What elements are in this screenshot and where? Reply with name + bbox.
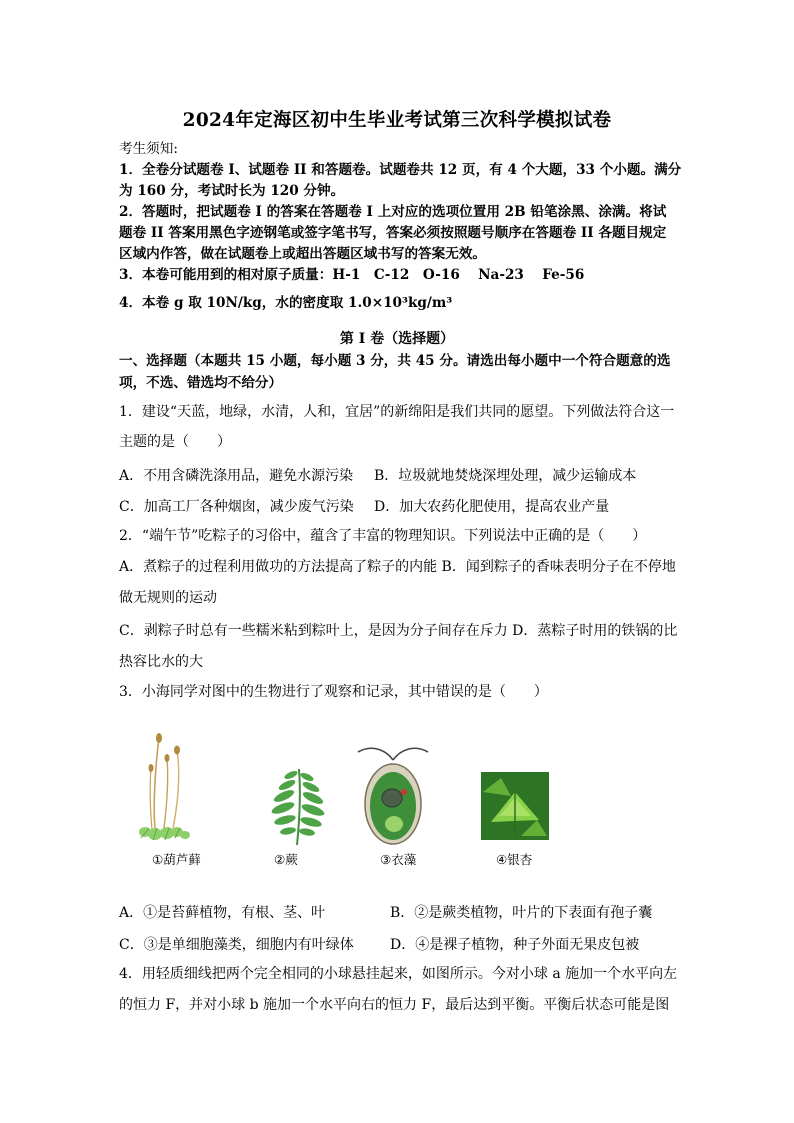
q3-option: D．④是裸子植物，种子外面无果皮包被 bbox=[390, 937, 640, 953]
notice-line: 1．全卷分试题卷 I、试题卷 II 和答题卷。试题卷共 12 页，有 4 个大题，33 个小题。满分 bbox=[119, 162, 682, 178]
q1-stem: 主题的是（ ） bbox=[119, 434, 231, 450]
notice-line: 3．本卷可能用到的相对原子质量：H-1 C-12 O-16 Na-23 Fe-56 bbox=[119, 267, 585, 283]
q3-option: B．②是蕨类植物，叶片的下表面有孢子囊 bbox=[390, 905, 653, 921]
notice-line: 题卷 II 答案用黑色字迹钢笔或签字笔书写，答案必须按照题号顺序在答题卷 II 各题目规定 bbox=[119, 225, 667, 241]
notice-heading: 考生须知: bbox=[119, 141, 178, 157]
figure-caption: ①葫芦藓 bbox=[152, 852, 201, 867]
part-instruction: 一、选择题（本题共 15 小题，每小题 3 分，共 45 分。请选出每小题中一个符合题意的选 bbox=[119, 353, 671, 369]
q2-line: C．剥粽子时总有一些糯米粘到粽叶上，是因为分子间存在斥力 D．蒸粽子时用的铁锅的比 bbox=[119, 623, 678, 639]
q3-option: A．①是苔藓植物，有根、茎、叶 bbox=[119, 905, 326, 921]
section-heading: 第 I 卷（选择题） bbox=[339, 331, 455, 347]
q1-stem: 1．建设“天蓝，地绿，水清，人和，宜居”的新绵阳是我们共同的愿望。下列做法符合这一 bbox=[119, 404, 675, 420]
part-instruction: 项，不选、错选均不给分） bbox=[119, 375, 283, 391]
q3-stem: 3．小海同学对图中的生物进行了观察和记录，其中错误的是（ ） bbox=[119, 684, 548, 700]
q1-option: C．加高工厂各种烟囱，减少废气污染 bbox=[119, 499, 354, 515]
q1-option: A．不用含磷洗涤用品，避免水源污染 bbox=[119, 468, 354, 484]
ginkgo-image bbox=[481, 772, 549, 840]
notice-line: 区域内作答，做在试题卷上或超出答题区域书写的答案无效。 bbox=[119, 246, 487, 262]
moss-image bbox=[133, 728, 193, 844]
q2-line: 做无规则的运动 bbox=[119, 590, 217, 606]
q1-option: B．垃圾就地焚烧深埋处理，减少运输成本 bbox=[374, 468, 637, 484]
chlamydomonas-image bbox=[352, 738, 434, 848]
fern-image bbox=[265, 765, 331, 847]
q2-line: A．煮粽子的过程利用做功的方法提高了粽子的内能 B．闻到粽子的香味表明分子在不停地 bbox=[119, 559, 676, 575]
q4-line: 的恒力 F，并对小球 b 施加一个水平向右的恒力 F，最后达到平衡。平衡后状态可能是图 bbox=[119, 997, 670, 1013]
page-title: 2024年定海区初中生毕业考试第三次科学模拟试卷 bbox=[182, 110, 612, 131]
figure-caption: ④银杏 bbox=[496, 852, 533, 867]
figure-caption: ③衣藻 bbox=[380, 852, 417, 867]
q3-option: C．③是单细胞藻类，细胞内有叶绿体 bbox=[119, 937, 354, 953]
q2-stem: 2．“端午节”吃粽子的习俗中，蕴含了丰富的物理知识。下列说法中正确的是（ ） bbox=[119, 528, 647, 544]
q2-line: 热容比水的大 bbox=[119, 654, 203, 670]
figure-caption: ②蕨 bbox=[274, 852, 298, 867]
q1-option: D．加大农药化肥使用，提高农业产量 bbox=[374, 499, 610, 515]
q4-line: 4．用轻质细线把两个完全相同的小球悬挂起来，如图所示。今对小球 a 施加一个水平向左 bbox=[119, 966, 678, 982]
notice-line: 2．答题时，把试题卷 I 的答案在答题卷 I 上对应的选项位置用 2B 铅笔涂黑、涂满。将试 bbox=[119, 204, 667, 220]
notice-line: 4．本卷 g 取 10N/kg，水的密度取 1.0×10³kg/m³ bbox=[119, 295, 453, 311]
notice-line: 为 160 分，考试时长为 120 分钟。 bbox=[119, 183, 345, 199]
